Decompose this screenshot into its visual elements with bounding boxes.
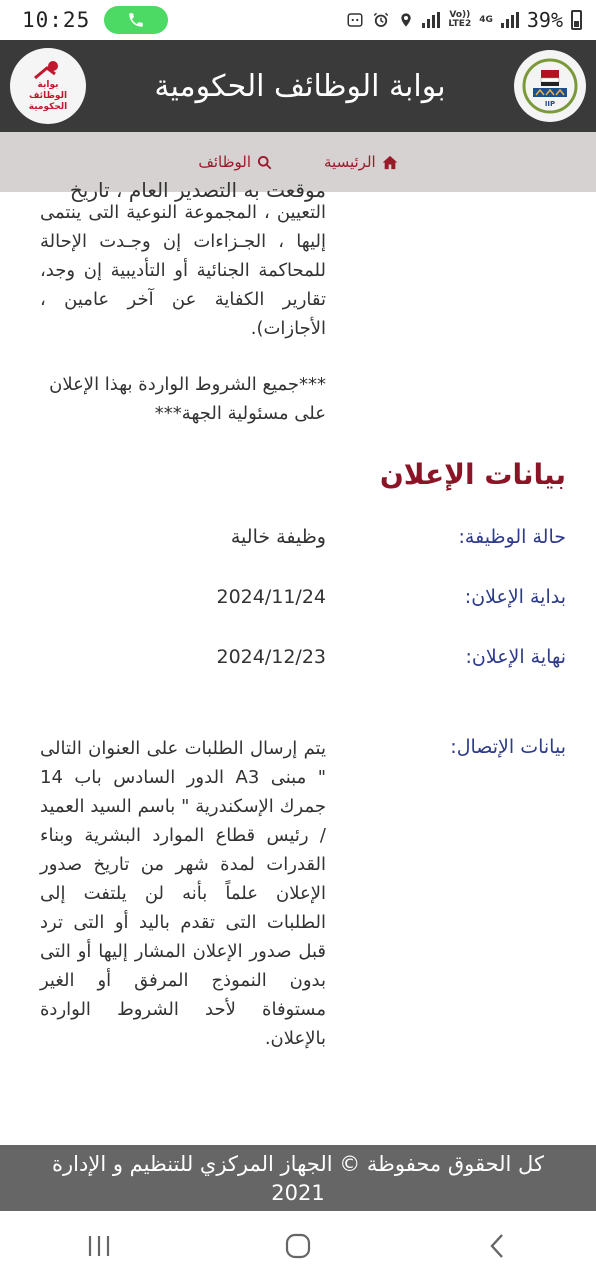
clock: 10:25 [22, 8, 91, 32]
logo-text-3: الحكومية [28, 101, 68, 112]
recent-apps-button[interactable] [69, 1226, 129, 1266]
alarm-icon [372, 11, 390, 29]
end-date-label: نهاية الإعلان: [465, 646, 566, 668]
system-nav-bar [0, 1211, 596, 1280]
ongoing-call-indicator[interactable] [104, 6, 168, 34]
network-label: Vo)) LTE2 [448, 10, 472, 29]
recent-apps-icon [86, 1234, 112, 1258]
nav-home-label: الرئيسية [324, 153, 376, 171]
caoa-logo[interactable] [514, 50, 586, 122]
location-icon [398, 11, 414, 29]
start-date-label: بداية الإعلان: [464, 586, 566, 608]
network-type: 4G [479, 14, 493, 25]
emblem-icon [522, 58, 578, 114]
cut-off-text: موقعت به التصدير العام ، تاريخ [69, 178, 326, 202]
runner-icon [33, 60, 63, 80]
start-date-value: 2024/11/24 [216, 586, 326, 608]
search-icon [257, 155, 272, 170]
portal-logo[interactable] [10, 48, 86, 124]
page-title: بوابة الوظائف الحكومية [154, 68, 446, 104]
copyright-text: كل الحقوق محفوظة © الجهاز المركزي للتنظيم و الإدارة [52, 1152, 544, 1176]
battery-icon [571, 10, 582, 30]
disclaimer-text: ***جميع الشروط الواردة بهذا الإعلان على مسئولية الجهة*** [49, 374, 326, 424]
status-bar [0, 0, 596, 40]
logo-text-2: الوظائف [28, 90, 68, 101]
job-status-label: حالة الوظيفة: [458, 526, 566, 548]
nav-jobs[interactable] [198, 153, 272, 171]
site-footer [0, 1145, 596, 1211]
home-icon [382, 155, 398, 170]
conditions-text: التعيين ، المجموعة النوعية التى ينتمى إليها ، الجـزاءات إن وجـدت الإحالة للمحاكمة الجنائية أو التأديبية إن وجد، تقارير الكفاية عن آخر عامين ، الأجازات). [40, 202, 326, 339]
job-status-value: وظيفة خالية [230, 526, 326, 548]
logo-text-1: بوابة [37, 79, 59, 90]
back-button[interactable] [467, 1226, 527, 1266]
chevron-left-icon [488, 1233, 506, 1259]
home-button[interactable] [268, 1226, 328, 1266]
copyright-year: 2021 [271, 1181, 325, 1205]
android-icon [346, 11, 364, 29]
home-circle-icon [285, 1233, 311, 1259]
signal-icon-2 [501, 12, 519, 28]
nav-jobs-label: الوظائف [198, 153, 252, 171]
main-content [0, 178, 596, 1145]
contact-label: بيانات الإتصال: [450, 736, 566, 758]
signal-icon [422, 12, 440, 28]
phone-call-icon [127, 11, 145, 29]
site-header [0, 40, 596, 132]
end-date-value: 2024/12/23 [216, 646, 326, 668]
battery-percent: 39% [526, 8, 563, 32]
nav-home[interactable] [324, 153, 398, 171]
section-title: بيانات الإعلان [379, 458, 566, 491]
contact-value: يتم إرسال الطلبات على العنوان التالى " مبنى A3 الدور السادس باب 14 جمرك الإسكندرية " باسم السيد العميد / رئيس قطاع الموارد البشرية وبناء القدرات لمدة شهر من تاريخ صدور الإعلان علماً بأنه لن يلتفت إلى الطلبات التى تقدم باليد أو التى ترد قبل صدور الإعلان المشار إليها أو التى بدون النموذج المرفق أو الغير مستوفاة لأحد الشروط الواردة بالإعلان. [40, 738, 326, 1049]
emblem-text: IIP [544, 100, 556, 108]
